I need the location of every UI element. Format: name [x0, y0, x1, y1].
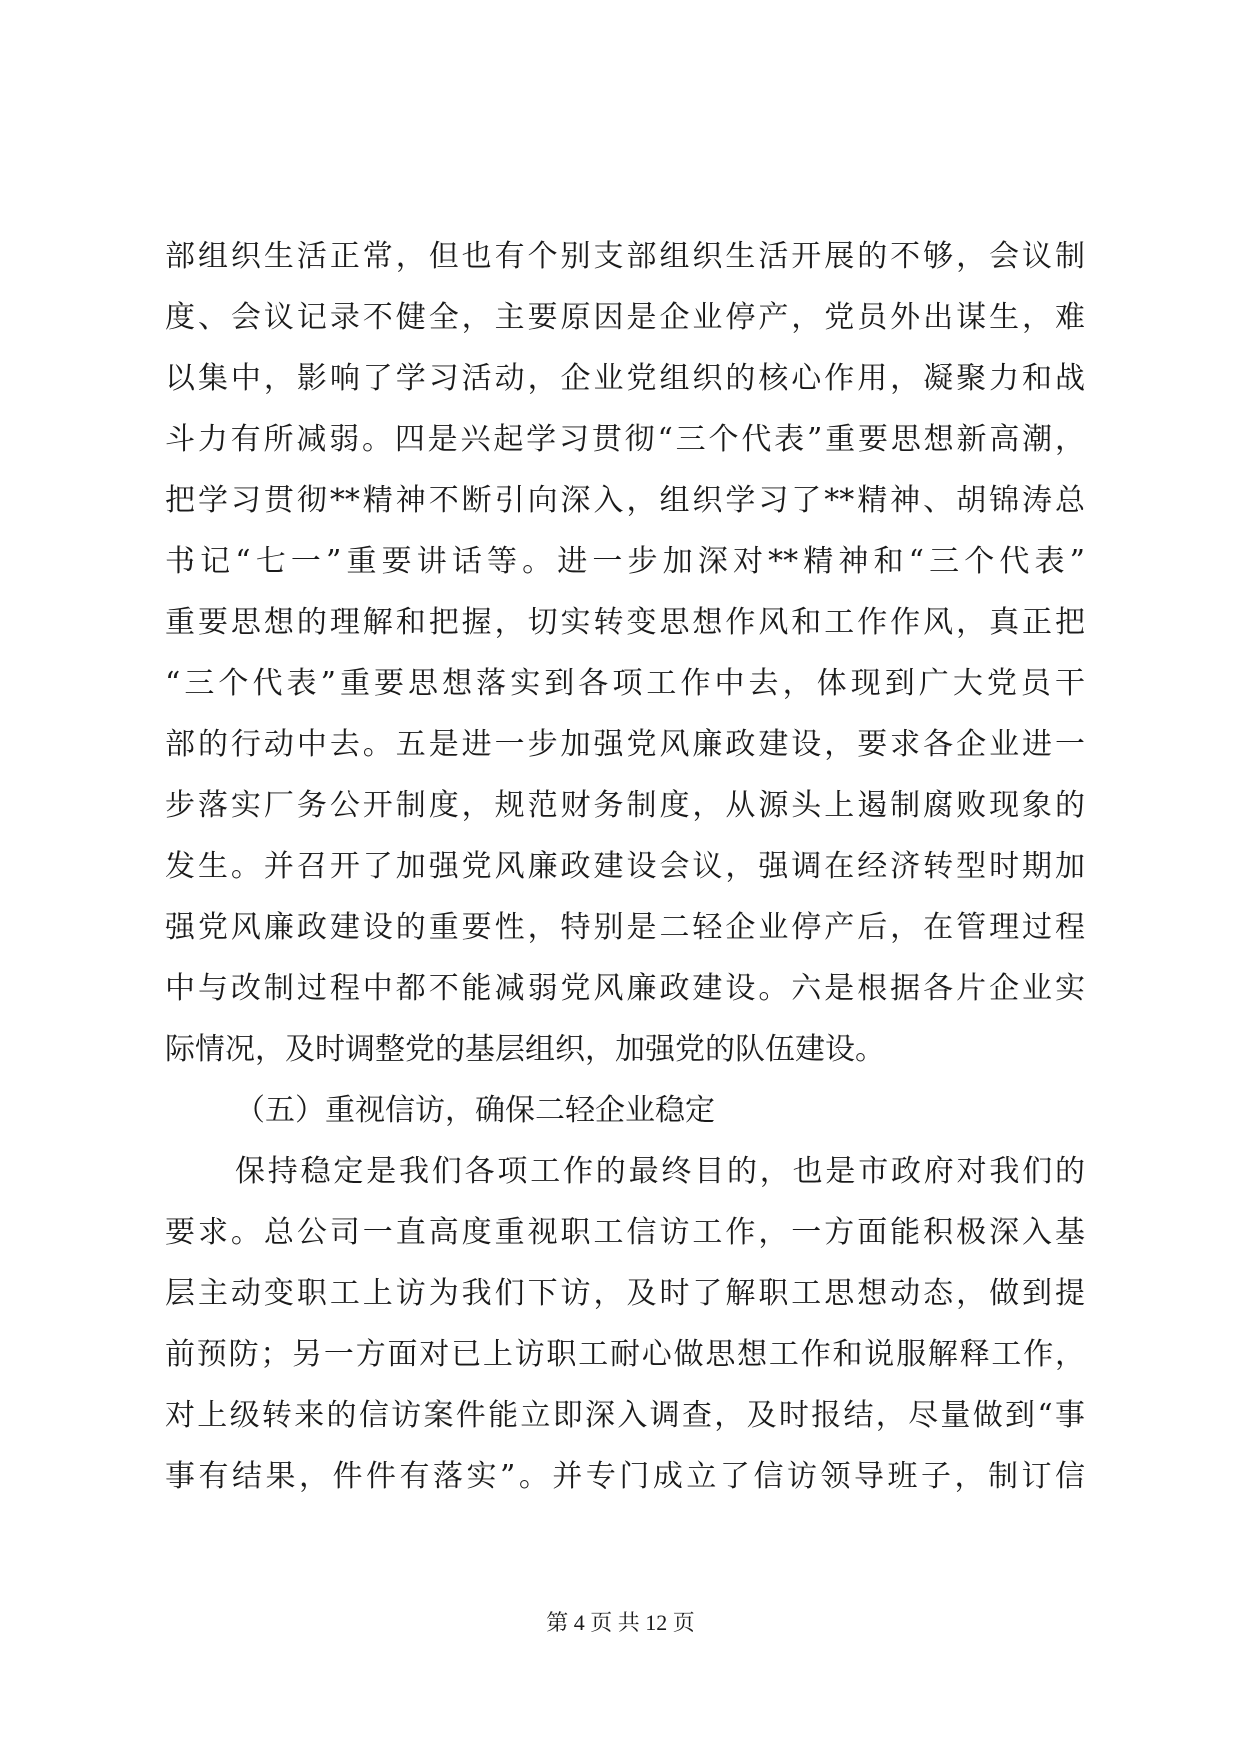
paragraph-line: 书记“七一”重要讲话等。进一步加深对**精神和“三个代表” — [165, 544, 1085, 579]
paragraph-line: 部组织生活正常，但也有个别支部组织生活开展的不够，会议制 — [165, 239, 1085, 274]
paragraph-line: 斗力有所减弱。四是兴起学习贯彻“三个代表”重要思想新高潮， — [165, 422, 1085, 457]
section-heading: （五）重视信访，确保二轻企业稳定 — [235, 1093, 715, 1128]
paragraph-line: 际情况，及时调整党的基层组织，加强党的队伍建设。 — [165, 1032, 885, 1067]
paragraph-line: 强党风廉政建设的重要性，特别是二轻企业停产后，在管理过程 — [165, 910, 1085, 945]
paragraph-line: “三个代表”重要思想落实到各项工作中去，体现到广大党员干 — [165, 666, 1085, 701]
paragraph-line: 度、会议记录不健全，主要原因是企业停产，党员外出谋生，难 — [165, 300, 1085, 335]
page-number-footer: 第 4 页 共 12 页 — [546, 1610, 695, 1635]
paragraph-line: 保持稳定是我们各项工作的最终目的，也是市政府对我们的 — [235, 1154, 1085, 1189]
paragraph-line: 以集中，影响了学习活动，企业党组织的核心作用，凝聚力和战 — [165, 361, 1085, 396]
paragraph-line: 把学习贯彻**精神不断引向深入，组织学习了**精神、胡锦涛总 — [165, 483, 1085, 518]
paragraph-line: 事有结果，件件有落实”。并专门成立了信访领导班子，制订信 — [165, 1459, 1085, 1494]
paragraph-line: 对上级转来的信访案件能立即深入调查，及时报结，尽量做到“事 — [165, 1398, 1085, 1433]
paragraph-line: 重要思想的理解和把握，切实转变思想作风和工作作风，真正把 — [165, 605, 1085, 640]
paragraph-line: 要求。总公司一直高度重视职工信访工作，一方面能积极深入基 — [165, 1215, 1085, 1250]
paragraph-line: 发生。并召开了加强党风廉政建设会议，强调在经济转型时期加 — [165, 849, 1085, 884]
paragraph-line: 部的行动中去。五是进一步加强党风廉政建设，要求各企业进一 — [165, 727, 1085, 762]
paragraph-line: 层主动变职工上访为我们下访，及时了解职工思想动态，做到提 — [165, 1276, 1085, 1311]
body-text — [165, 226, 1085, 1507]
paragraph-line: 中与改制过程中都不能减弱党风廉政建设。六是根据各片企业实 — [165, 971, 1085, 1006]
paragraph-line: 前预防；另一方面对已上访职工耐心做思想工作和说服解释工作， — [165, 1337, 1085, 1372]
paragraph-line: 步落实厂务公开制度，规范财务制度，从源头上遏制腐败现象的 — [165, 788, 1085, 823]
